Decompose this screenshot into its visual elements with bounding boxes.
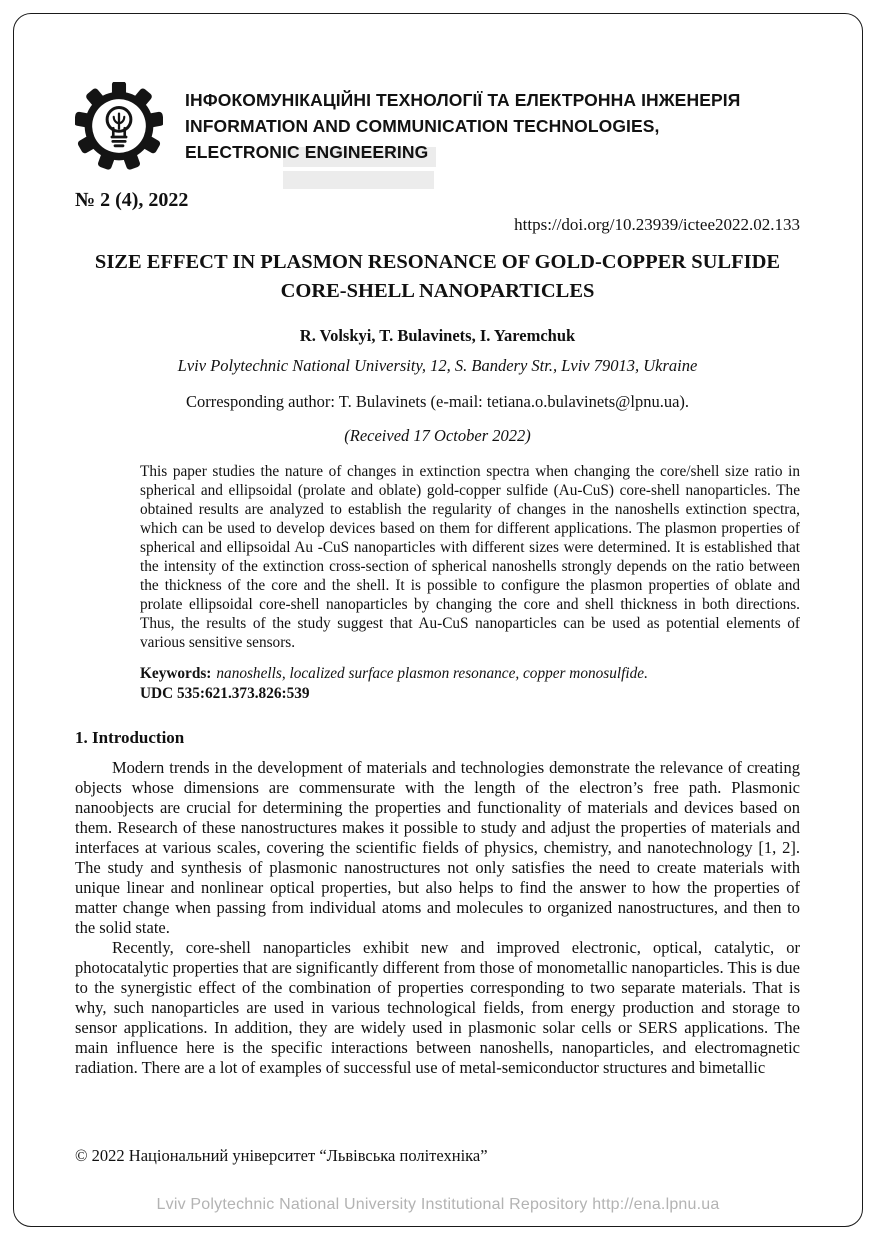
introduction-paragraph-2: Recently, core-shell nanoparticles exhibit new and improved electronic, optical, catalytic, or photocatalytic properties that are significantly different from those of monometallic nanoparticles. This is due to the synergistic effect of the combination of properties corresponding to two separate materials. That is why, such nanoparticles are used in various technological fields, from energy production and storage to sensor applications. In addition, they are widely used in plasmonic solar cells or SERS applications. The main influence here is the specific interactions between nanoshells, nanoparticles, and electromagnetic radiation. There are a lot of examples of successful use of metal-semiconductor structures and bimetallic (75, 938, 800, 1077)
introduction-paragraph-1: Modern trends in the development of materials and technologies demonstrate the relevance of creating objects whose dimensions are commensurate with the length of the electron’s free path. Plasmonic nanoobjects are crucial for determining the properties and functionality of materials and devices based on them. Research of these nanostructures makes it possible to study and adjust the properties of materials and interfaces at various scales, covering the scientific fields of physics, chemistry, and nanotechnology [1, 2]. The study and synthesis of plasmonic nanostructures not only satisfies the need to create materials with unique linear and nonlinear optical properties, but also helps to find the answer to how the properties of matter change when passing from individual atoms and molecules to organized nanostructures, and then to the solid state. (75, 758, 800, 937)
copyright-line: © 2022 Національний університет “Львівська політехніка” (75, 1146, 488, 1165)
journal-title-block (185, 87, 740, 165)
watermark-box-2 (283, 171, 434, 189)
journal-logo-gear-lightbulb-icon (75, 82, 163, 170)
doi-link: https://doi.org/10.23939/ictee2022.02.133 (514, 215, 800, 234)
keywords-text: nanoshells, localized surface plasmon resonance, copper monosulfide. (216, 665, 648, 682)
authors-line: R. Volskyi, T. Bulavinets, I. Yaremchuk (299, 326, 576, 345)
udc-code: UDC 535:621.373.826:539 (140, 685, 310, 702)
affiliation-line: Lviv Polytechnic National University, 12, S. Bandery Str., Lviv 79013, Ukraine (177, 356, 698, 375)
article-title: SIZE EFFECT IN PLASMON RESONANCE OF GOLD-COPPER SULFIDE CORE-SHELL NANOPARTICLES (94, 251, 781, 302)
received-date: (Received 17 October 2022) (344, 426, 531, 445)
keywords-line (140, 664, 800, 683)
abstract-text: This paper studies the nature of changes in extinction spectra when changing the core/shell size ratio in spherical and ellipsoidal (prolate and oblate) gold-copper sulfide (Au-CuS) core-shell nanoparticles. The obtained results are analyzed to establish the regularity of changes in the nanoshells extinction spectra, which can be used to develop devices based on them for different applications. The plasmon properties of spherical and ellipsoidal Au -CuS nanoparticles with different sizes were determined. It is established that the intensity of the extinction cross-section of spherical nanoshells strongly depends on the ratio between the thickness of the core and the shell. It is possible to configure the plasmon properties of oblate and prolate ellipsoidal core-shell nanoparticles by changing the core and shell thickness in both directions. Thus, the results of the study suggest that Au-CuS nanoparticles can be used as potential elements of various sensitive sensors. (140, 463, 800, 651)
journal-title-ukrainian: ІНФОКОМУНІКАЦІЙНІ ТЕХНОЛОГІЇ ТА ЕЛЕКТРОННА ІНЖЕНЕРІЯ (185, 90, 741, 110)
corresponding-author-line: Corresponding author: T. Bulavinets (e-mail: tetiana.o.bulavinets@lpnu.ua). (185, 392, 690, 411)
journal-title-english-line2: ELECTRONIC ENGINEERING (185, 142, 429, 162)
section-heading-introduction: 1. Introduction (75, 728, 185, 747)
repository-stamp: Lviv Polytechnic National University Institutional Repository http://ena.lpnu.ua (156, 1196, 720, 1213)
keywords-label: Keywords: (140, 665, 212, 682)
journal-header (75, 0, 800, 170)
issue-number: № 2 (4), 2022 (75, 189, 189, 211)
journal-title-english-line1: INFORMATION AND COMMUNICATION TECHNOLOGIES, (185, 116, 660, 136)
